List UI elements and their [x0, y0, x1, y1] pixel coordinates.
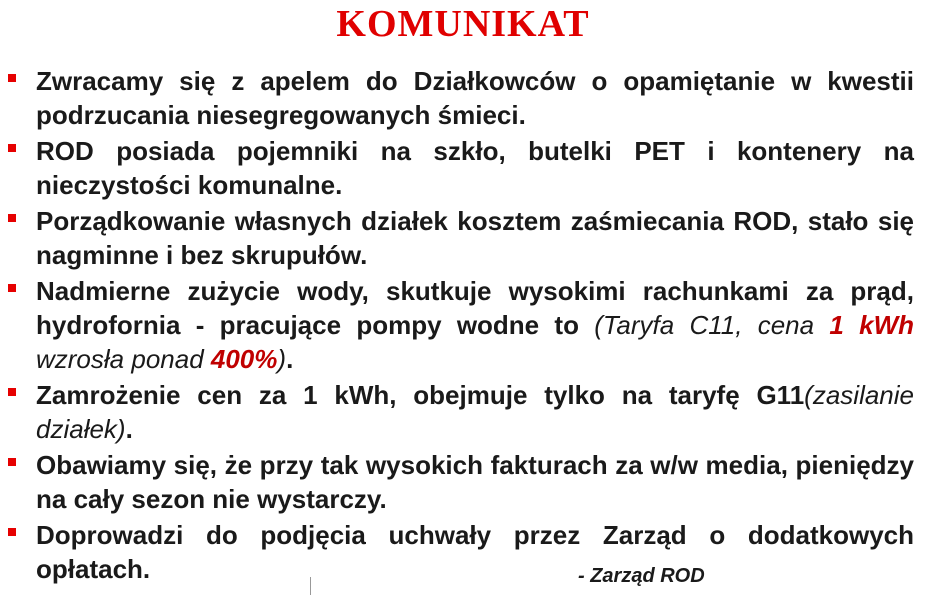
signature: - Zarząd ROD: [578, 565, 705, 587]
list-item: [6, 448, 914, 516]
square-bullet-icon: [8, 284, 16, 292]
list-item: [6, 274, 914, 376]
list-item: [6, 378, 914, 446]
item-end: .: [125, 414, 133, 444]
square-bullet-icon: [8, 388, 16, 396]
square-bullet-icon: [8, 144, 16, 152]
list-item: [6, 204, 914, 272]
item-text: Nadmierne zużycie wody, skutkuje wysokimi rachunkami za prąd, hydrofornia - pracujące pompy wodne to: [36, 276, 914, 340]
item-text: Zamrożenie cen za 1 kWh, obejmuje tylko na taryfę G11: [36, 380, 805, 410]
text-cursor-icon: [310, 577, 311, 595]
square-bullet-icon: [8, 458, 16, 466]
item-text: Zwracamy się z apelem do Działkowców o opamiętanie w kwestii podrzucania niesegregowanych śmieci.: [36, 66, 914, 130]
list-item: [6, 64, 914, 132]
item-end: .: [286, 344, 294, 374]
tariff-note-close: ): [277, 344, 287, 374]
tariff-note: (Taryfa C11, cena: [594, 310, 830, 340]
item-text: Doprowadzi do podjęcia uchwały przez Zarząd o dodatkowych opłatach.: [36, 520, 914, 584]
item-text: ROD posiada pojemniki na szkło, butelki PET i kontenery na nieczystości komunalne.: [36, 136, 914, 200]
list-item: [6, 134, 914, 202]
square-bullet-icon: [8, 74, 16, 82]
unit-highlight: 1 kWh: [829, 310, 914, 340]
list-item: [6, 518, 914, 586]
page-title: KOMUNIKAT: [336, 3, 590, 45]
supply-note: (zasilanie działek): [36, 380, 914, 444]
percent-highlight: 400%: [210, 344, 278, 374]
notice-list: [6, 64, 914, 588]
item-text: Obawiamy się, że przy tak wysokich fakturach za w/w media, pieniędzy na cały sezon nie wystarczy.: [36, 450, 914, 514]
tariff-note-cont: wzrosła ponad: [36, 344, 211, 374]
square-bullet-icon: [8, 214, 16, 222]
item-text: Porządkowanie własnych działek kosztem zaśmiecania ROD, stało się nagminne i bez skrupułów.: [36, 206, 914, 270]
square-bullet-icon: [8, 528, 16, 536]
